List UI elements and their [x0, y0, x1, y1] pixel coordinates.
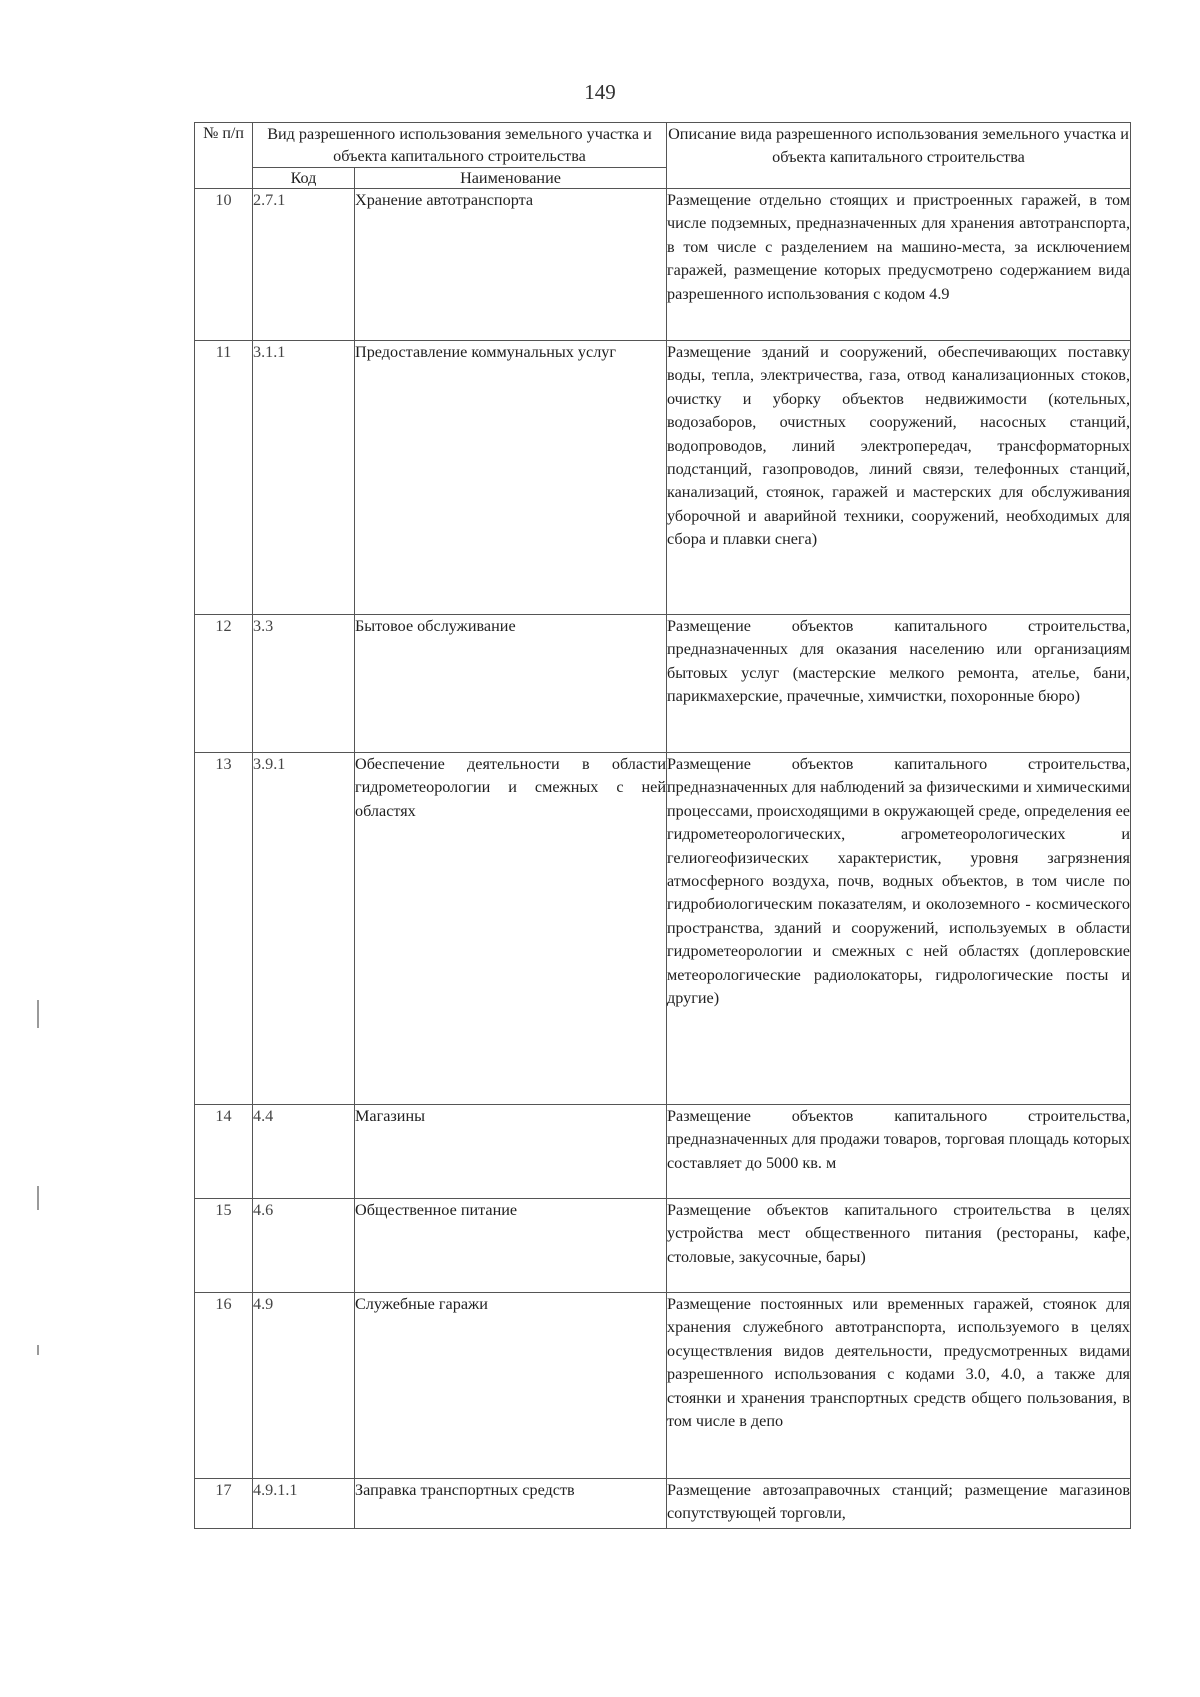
row-number: 12 [195, 615, 253, 753]
row-number: 11 [195, 341, 253, 615]
scan-mark [37, 1186, 39, 1210]
row-description: Размещение объектов капитального строительства, предназначенных для оказания населению или организациям бытовых услуг (мастерские мелкого ремонта, ателье, бани, парикмахерские, прачечные, химчистки, похоронные бюро) [667, 615, 1131, 753]
row-code: 3.3 [253, 615, 355, 753]
row-code: 4.4 [253, 1105, 355, 1199]
row-number: 10 [195, 189, 253, 341]
row-name: Предоставление коммунальных услуг [355, 341, 667, 615]
table-row [195, 1199, 1131, 1293]
scan-mark [37, 1345, 39, 1355]
row-name: Общественное питание [355, 1199, 667, 1293]
row-code: 3.9.1 [253, 753, 355, 1105]
row-name: Хранение автотранспорта [355, 189, 667, 341]
row-name: Заправка транспортных средств [355, 1479, 667, 1529]
row-number: 16 [195, 1293, 253, 1479]
land-use-table [194, 122, 1131, 1529]
row-description: Размещение постоянных или временных гаражей, стоянок для хранения служебного автотранспорта, используемого в целях осуществления видов деятельности, предусмотренных видами разрешенного использования с кодами 3.0, 4.0, а также для стоянки и хранения транспортных средств общего пользования, в том числе в депо [667, 1293, 1131, 1479]
header-code: Код [253, 168, 355, 189]
row-code: 4.9.1.1 [253, 1479, 355, 1529]
table-row [195, 341, 1131, 615]
table-row [195, 1105, 1131, 1199]
row-description: Размещение отдельно стоящих и пристроенных гаражей, в том числе подземных, предназначенных для хранения автотранспорта, в том числе с разделением на машино-места, за исключением гаражей, размещение которых предусмотрено содержанием вида разрешенного использования с кодом 4.9 [667, 189, 1131, 341]
header-description: Описание вида разрешенного использования земельного участка и объекта капитального строительства [667, 123, 1131, 189]
table-row [195, 615, 1131, 753]
row-description: Размещение объектов капитального строительства, предназначенных для наблюдений за физическими и химическими процессами, происходящими в окружающей среде, определения ее гидрометеорологических, агрометеорологических и гелиогеофизических характеристик, уровня загрязнения атмосферного воздуха, почв, водных объектов, в том числе по гидробиологическим показателям, и околоземного - космического пространства, зданий и сооружений, используемых в области гидрометеорологии и смежных с ней областях (доплеровские метеорологические радиолокаторы, гидрологические посты и другие) [667, 753, 1131, 1105]
row-code: 2.7.1 [253, 189, 355, 341]
header-name: Наименование [355, 168, 667, 189]
row-code: 3.1.1 [253, 341, 355, 615]
row-name: Служебные гаражи [355, 1293, 667, 1479]
header-use-type: Вид разрешенного использования земельного участка и объекта капитального строительства [253, 123, 667, 168]
row-description: Размещение объектов капитального строительства, предназначенных для продажи товаров, торговая площадь которых составляет до 5000 кв. м [667, 1105, 1131, 1199]
table-row [195, 189, 1131, 341]
row-description: Размещение автозаправочных станций; размещение магазинов сопутствующей торговли, [667, 1479, 1131, 1529]
page-number: 149 [584, 80, 616, 104]
row-number: 13 [195, 753, 253, 1105]
row-number: 14 [195, 1105, 253, 1199]
row-name: Обеспечение деятельности в области гидрометеорологии и смежных с ней областях [355, 753, 667, 1105]
header-number: № п/п [195, 123, 253, 189]
row-code: 4.9 [253, 1293, 355, 1479]
table-row [195, 753, 1131, 1105]
table-header-row [195, 123, 1131, 168]
row-name: Бытовое обслуживание [355, 615, 667, 753]
row-name: Магазины [355, 1105, 667, 1199]
table-row [195, 1293, 1131, 1479]
scan-mark [37, 1000, 39, 1028]
row-description: Размещение зданий и сооружений, обеспечивающих поставку воды, тепла, электричества, газа, отвод канализационных стоков, очистку и уборку объектов недвижимости (котельных, водозаборов, очистных сооружений, насосных станций, водопроводов, линий электропередач, трансформаторных подстанций, газопроводов, линий связи, телефонных станций, канализаций, стоянок, гаражей и мастерских для обслуживания уборочной и аварийной техники, сооружений, необходимых для сбора и плавки снега) [667, 341, 1131, 615]
row-code: 4.6 [253, 1199, 355, 1293]
table-row [195, 1479, 1131, 1529]
row-description: Размещение объектов капитального строительства в целях устройства мест общественного питания (рестораны, кафе, столовые, закусочные, бары) [667, 1199, 1131, 1293]
row-number: 15 [195, 1199, 253, 1293]
row-number: 17 [195, 1479, 253, 1529]
